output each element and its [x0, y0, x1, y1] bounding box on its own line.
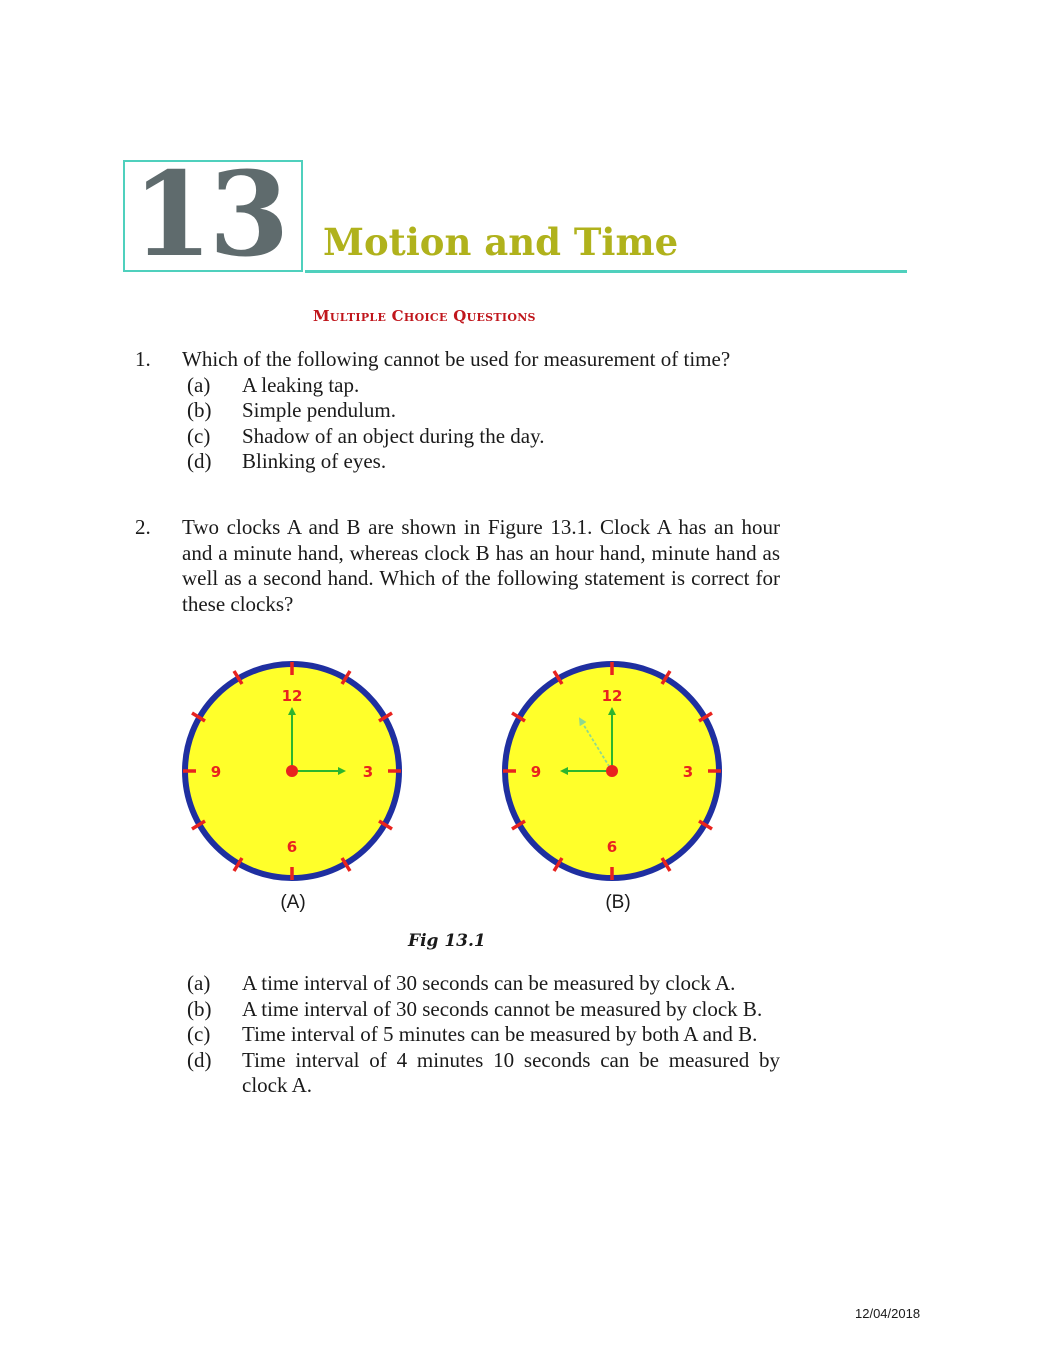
option-label: (d) — [187, 1047, 212, 1072]
option-text: A leaking tap. — [242, 372, 360, 397]
numeral-9: 9 — [210, 763, 222, 781]
question-text: Two clocks A and B are shown in Figure 13.1. Clock A has an hour and a minute hand, whereas clock B has an hour hand, minute hand as well as a second hand. Which of the following statement is correct for these clocks? — [182, 515, 780, 616]
option-a — [182, 373, 780, 399]
footer-date: 12/04/2018 — [855, 1306, 921, 1321]
numeral-9: 9 — [530, 763, 542, 781]
question-1 — [135, 347, 780, 475]
numeral-3: 3 — [682, 763, 694, 781]
center-dot — [606, 765, 618, 777]
option-label: (d) — [187, 449, 212, 473]
option-label: (c) — [187, 1022, 211, 1046]
option-b — [182, 997, 780, 1023]
chapter-number: 13 — [132, 147, 286, 283]
question-2-options — [135, 971, 780, 1099]
clock-a — [183, 662, 401, 880]
clocks-svg — [175, 655, 735, 895]
option-text: Simple pendulum. — [242, 398, 396, 422]
numeral-3: 3 — [362, 763, 374, 781]
clock-a-caption: (A) — [280, 892, 306, 913]
numeral-6: 6 — [286, 838, 298, 856]
option-text: Time interval of 5 minutes can be measured by both A and B. — [242, 1022, 758, 1046]
question-2 — [135, 515, 780, 617]
question-number: 2. — [135, 515, 151, 539]
option-label: (b) — [187, 398, 212, 422]
option-text: A time interval of 30 seconds cannot be measured by clock B. — [242, 996, 763, 1021]
option-d — [182, 449, 780, 475]
option-label: (a) — [187, 372, 211, 397]
clock-figure — [175, 655, 735, 895]
option-a — [182, 971, 780, 997]
figure-label: Fig 13.1 — [408, 931, 486, 951]
chapter-title-rule — [305, 270, 907, 273]
question-text: Which of the following cannot be used for measurement of time? — [182, 347, 731, 371]
option-b — [182, 398, 780, 424]
option-text: A time interval of 30 seconds can be measured by clock A. — [242, 971, 736, 995]
option-label: (b) — [187, 996, 212, 1021]
clock-b-caption: (B) — [605, 892, 631, 913]
numeral-12: 12 — [601, 687, 623, 705]
section-heading: Multiple Choice Questions — [313, 307, 536, 325]
numeral-12: 12 — [281, 687, 303, 705]
option-d — [182, 1048, 780, 1099]
option-label: (a) — [187, 971, 211, 995]
option-text: Shadow of an object during the day. — [242, 423, 545, 448]
clock-b — [503, 662, 721, 880]
numeral-6: 6 — [606, 838, 618, 856]
option-c — [182, 1022, 780, 1048]
question-number: 1. — [135, 347, 151, 371]
option-c — [182, 424, 780, 450]
option-label: (c) — [187, 423, 211, 448]
chapter-title: Motion and Time — [323, 220, 679, 264]
center-dot — [286, 765, 298, 777]
option-text: Time interval of 4 minutes 10 seconds can be measured by clock A. — [242, 1047, 780, 1097]
option-text: Blinking of eyes. — [242, 449, 387, 473]
